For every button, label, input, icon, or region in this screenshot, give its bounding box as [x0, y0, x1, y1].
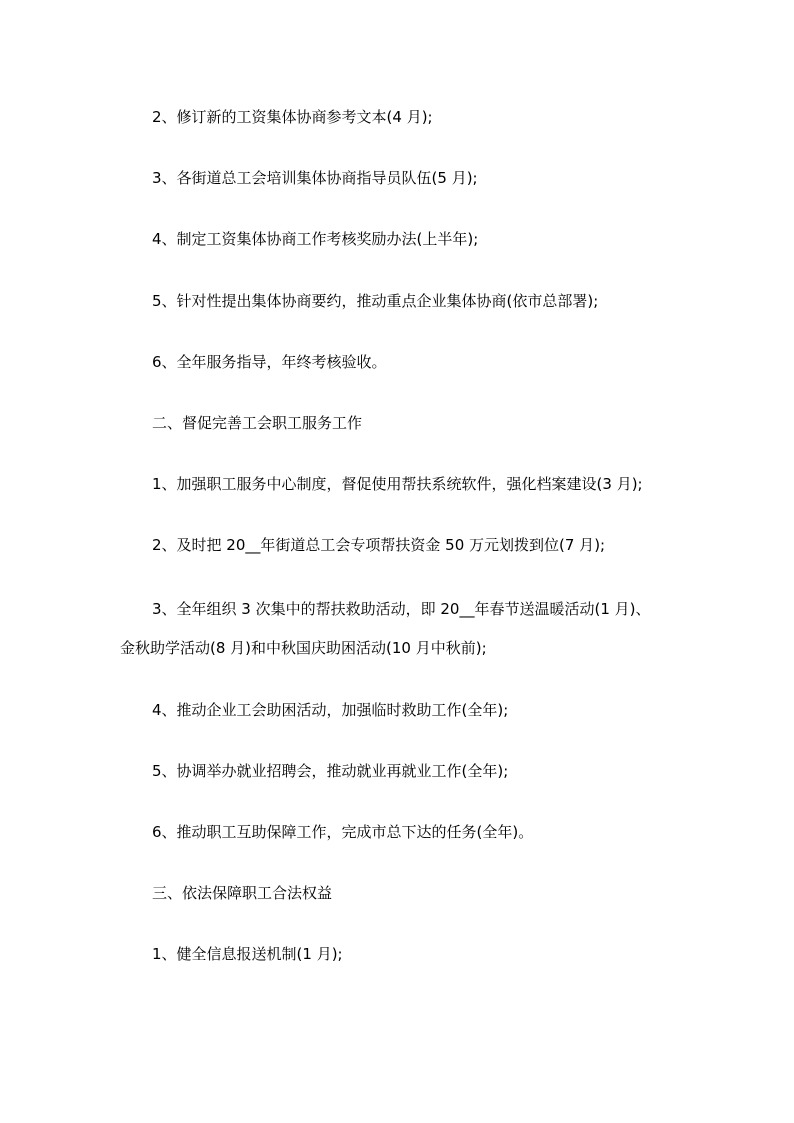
paragraph: 3、全年组织 3 次集中的帮扶救助活动，即 20__年春节送温暖活动(1 月)、 — [152, 600, 651, 618]
paragraph: 6、推动职工互助保障工作，完成市总下达的任务(全年)。 — [152, 823, 534, 841]
paragraph: 2、及时把 20__年街道总工会专项帮扶资金 50 万元划拨到位(7 月); — [152, 536, 606, 554]
paragraph: 2、修订新的工资集体协商参考文本(4 月); — [152, 108, 433, 126]
paragraph: 5、针对性提出集体协商要约，推动重点企业集体协商(依市总部署); — [152, 292, 599, 310]
section-heading: 三、依法保障职工合法权益 — [152, 884, 333, 902]
paragraph: 3、各街道总工会培训集体协商指导员队伍(5 月); — [152, 169, 478, 187]
paragraph: 4、制定工资集体协商工作考核奖励办法(上半年); — [152, 230, 479, 248]
paragraph: 6、全年服务指导，年终考核验收。 — [152, 353, 387, 371]
paragraph-continuation: 金秋助学活动(8 月)和中秋国庆助困活动(10 月中秋前); — [120, 639, 487, 657]
paragraph: 1、健全信息报送机制(1 月); — [152, 945, 343, 963]
paragraph: 4、推动企业工会助困活动，加强临时救助工作(全年); — [152, 701, 509, 719]
paragraph: 1、加强职工服务中心制度，督促使用帮扶系统软件，强化档案建设(3 月); — [152, 475, 643, 493]
paragraph: 5、协调举办就业招聘会，推动就业再就业工作(全年); — [152, 762, 509, 780]
section-heading: 二、督促完善工会职工服务工作 — [152, 414, 363, 432]
